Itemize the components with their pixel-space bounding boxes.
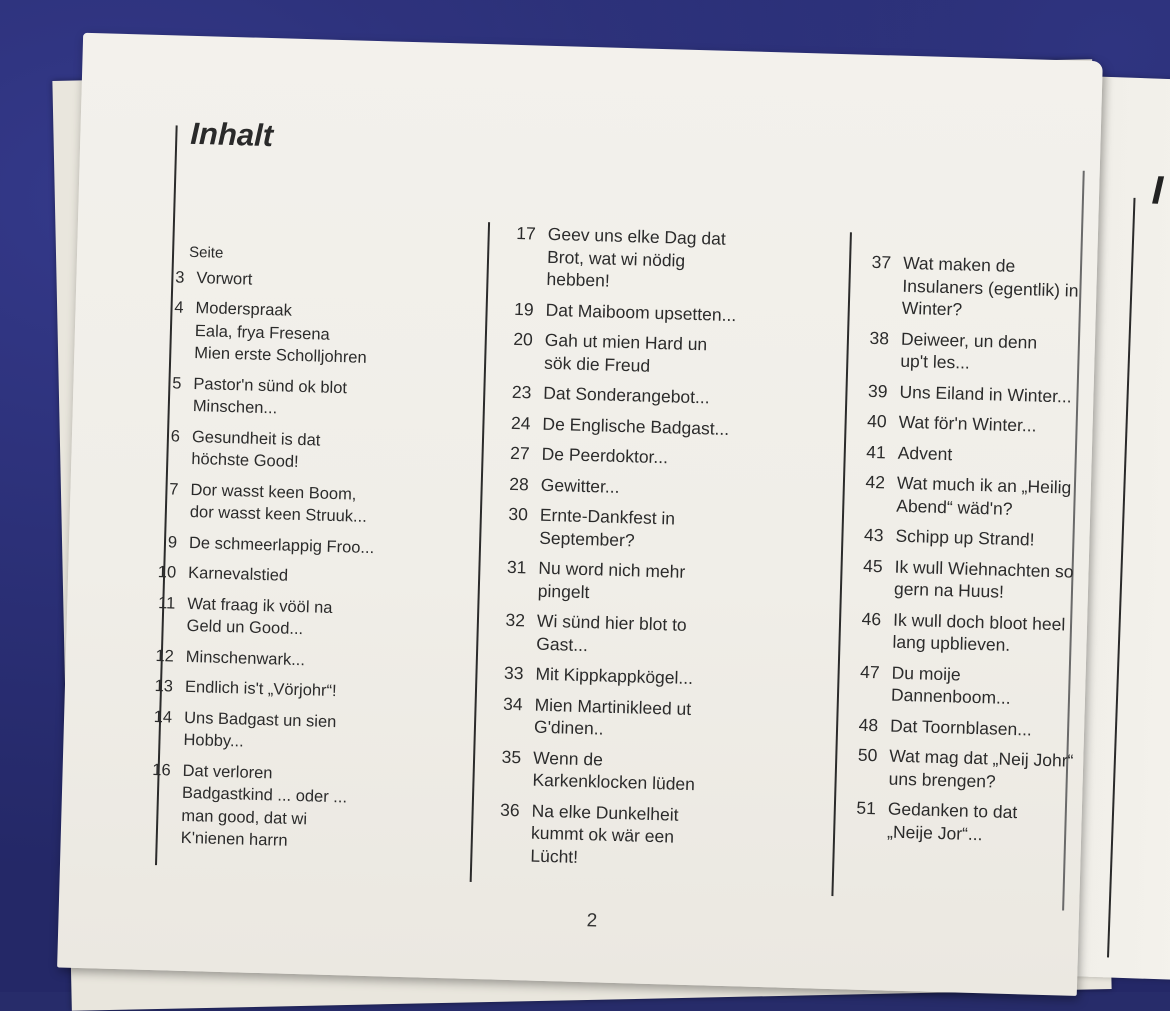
- toc-entry: [470, 797, 772, 873]
- toc-entry-page: 24: [510, 412, 531, 433]
- toc-entry-title: Dor wasst keen Boom, dor wasst keen Struuk...: [189, 480, 368, 526]
- toc-entry-page: 51: [856, 797, 877, 819]
- toc-entry-page: 42: [865, 471, 886, 493]
- toc-entry-page: 36: [499, 799, 520, 820]
- toc-entry: [128, 560, 429, 591]
- toc-entry: [836, 470, 1087, 522]
- toc-entry: [126, 644, 427, 675]
- toc-entry-page: 4: [174, 298, 184, 317]
- toc-entry-title: Dat Toornblasen...: [889, 715, 1033, 740]
- toc-entry-page: 5: [172, 373, 182, 393]
- toc-entry-page: 12: [155, 646, 175, 666]
- toc-entry-page: 47: [859, 661, 880, 682]
- toc-entry: [842, 250, 1094, 324]
- toc-entry-page: 35: [501, 746, 522, 767]
- toc-entry: [828, 743, 1079, 795]
- toc-entry: [838, 409, 1089, 438]
- toc-entry-page: 33: [503, 662, 524, 684]
- toc-entry-title: Ernte-Dankfest in September?: [539, 504, 676, 550]
- toc-entry-page: 9: [167, 532, 178, 552]
- toc-entry: [476, 608, 777, 661]
- toc-entry: [479, 502, 780, 555]
- toc-entry-title: Vorwort: [196, 268, 253, 289]
- toc-entry: [483, 380, 784, 411]
- toc-entry: [830, 712, 1081, 741]
- toc-column-1: [120, 240, 437, 864]
- toc-entry-title: Ik wull Wiehnachten so gern na Huus!: [893, 556, 1074, 602]
- page-title: Inhalt: [189, 115, 274, 154]
- toc-entry-title: Wat för'n Winter...: [898, 411, 1037, 436]
- toc-entry-page: 19: [513, 298, 534, 319]
- facing-page-rule: [1107, 198, 1136, 958]
- toc-entry-title: Dat Maiboom upsetten...: [545, 299, 737, 325]
- toc-entry: [130, 477, 431, 530]
- toc-entry-title: Dat Sonderangebot...: [543, 382, 710, 408]
- toc-entry-page: 16: [152, 760, 171, 780]
- toc-entry-title: Na elke Dunkelheit kummt ok wär een Lücht!: [530, 800, 679, 867]
- toc-entry-title: Deiweer, un denn up't les...: [900, 328, 1038, 373]
- toc-entry-title: Advent: [897, 442, 953, 464]
- toc-entry-page: 11: [157, 593, 176, 613]
- toc-entry-title: Dat verloren Badgastkind ... oder ... man good, dat wi K'nienen harrn: [180, 761, 348, 850]
- toc-entry-title: Minschenwark...: [185, 647, 306, 669]
- toc-entry-title: Ik wull doch bloot heel lang upblieven.: [892, 609, 1066, 655]
- toc-entry-title: Gedanken to dat „Neije Jor“...: [886, 798, 1018, 844]
- toc-entry: [134, 295, 436, 371]
- toc-entry-title: Mien Martinikleed ut G'dinen..: [533, 694, 692, 739]
- toc-entry-page: 31: [506, 556, 527, 578]
- toc-entry-page: 28: [509, 473, 530, 494]
- toc-entry-page: 23: [511, 381, 532, 403]
- toc-entry-page: 46: [861, 608, 882, 629]
- toc-entry-page: 48: [858, 714, 879, 735]
- toc-entry-page: 27: [509, 442, 530, 464]
- toc-entry-title: Schipp up Strand!: [895, 525, 1035, 550]
- toc-entry: [478, 555, 779, 608]
- toc-entry: [831, 659, 1082, 711]
- toc-entry-title: Wat much ik an „Heilig Abend“ wäd'n?: [896, 472, 1072, 519]
- toc-entry-title: Pastor'n sünd ok blot Minschen...: [192, 374, 348, 418]
- toc-entry-page: 40: [866, 410, 887, 432]
- toc-entry-page: 50: [857, 744, 878, 766]
- toc-entry-title: Nu word nich mehr pingelt: [537, 557, 686, 602]
- toc-entry: [832, 606, 1083, 658]
- toc-entry-title: Gewitter...: [540, 474, 620, 497]
- toc-column-3: [827, 250, 1094, 856]
- toc-entry: [472, 744, 773, 797]
- toc-entry-title: Wenn de Karkenklocken lüden: [532, 747, 696, 795]
- toc-entry-title: Moderspraak Eala, frya Fresena Mien erste Scholljohren: [194, 299, 367, 367]
- toc-entry-title: Gah ut mien Hard un sök die Freud: [543, 329, 708, 376]
- page-number: 2: [586, 910, 598, 932]
- toc-entry-page: 13: [154, 677, 174, 696]
- toc-entry-page: 20: [513, 328, 534, 350]
- toc-entry: [484, 327, 785, 380]
- toc-entry: [123, 705, 424, 758]
- toc-entry: [835, 523, 1086, 552]
- toc-column-2: [470, 221, 788, 881]
- toc-entry-page: 6: [170, 426, 181, 446]
- toc-entry-title: Wat fraag ik vööl na Geld un Good...: [186, 594, 333, 639]
- toc-entry-title: Wat mag dat „Neij Johr“ uns brengen?: [888, 745, 1074, 792]
- toc-entry: [834, 553, 1085, 605]
- toc-entry: [129, 530, 430, 561]
- toc-entry-page: 3: [174, 267, 185, 287]
- toc-entry-title: De Peerdoktor...: [541, 443, 669, 468]
- toc-entry: [486, 221, 788, 297]
- toc-entry-page: 7: [169, 479, 179, 499]
- toc-entry: [474, 691, 775, 744]
- toc-entry-title: Karnevalstied: [187, 563, 289, 585]
- toc-entry-page: 45: [862, 555, 883, 576]
- toc-entry: [120, 758, 422, 856]
- toc-entry-page: 34: [502, 693, 523, 714]
- toc-entry: [839, 379, 1090, 408]
- toc-entry: [133, 371, 434, 424]
- toc-entry-title: Uns Badgast un sien Hobby...: [183, 708, 337, 751]
- toc-entry-page: 10: [157, 563, 177, 582]
- toc-entry: [840, 326, 1091, 378]
- toc-entry: [126, 591, 427, 644]
- toc-entry-title: Du moije Dannenboom...: [890, 662, 1011, 708]
- toc-entry-title: De schmeerlappig Froo...: [188, 533, 375, 557]
- toc-entry-title: Geev uns elke Dag dat Brot, wat wi nödig hebben!: [546, 223, 727, 291]
- toc-entry-page: 32: [505, 609, 526, 631]
- toc-entry-page: 17: [516, 222, 537, 244]
- toc-entry: [838, 440, 1089, 469]
- toc-entry-title: Endlich is't „Vörjohr“!: [184, 677, 337, 701]
- toc-entry-title: Wat maken de Insulaners (egentlik) in Winter?: [901, 252, 1079, 320]
- toc-entry-page: 14: [153, 707, 173, 727]
- contents-page: [57, 33, 1103, 996]
- toc-entry-title: Mit Kippkappkögel...: [535, 663, 694, 689]
- toc-entry-title: Uns Eiland in Winter...: [899, 381, 1072, 407]
- toc-entry: [131, 424, 432, 477]
- toc-entry: [827, 796, 1078, 848]
- toc-entry-page: 39: [867, 380, 888, 401]
- toc-entry-title: De Englische Badgast...: [542, 413, 730, 439]
- toc-entry: [480, 472, 781, 503]
- toc-entry: [475, 661, 776, 692]
- toc-entry-page: 38: [869, 327, 890, 348]
- toc-entry: [125, 674, 426, 705]
- toc-entry: [482, 411, 783, 442]
- facing-page-letter-fragment: I: [1151, 168, 1164, 213]
- toc-entry-page: 43: [863, 524, 884, 546]
- toc-entry: [485, 297, 786, 328]
- toc-entry: [481, 441, 782, 472]
- toc-entry-title: Gesundheit is dat höchste Good!: [191, 427, 321, 471]
- toc-entry-page: 37: [871, 251, 892, 273]
- toc-entry-page: 41: [866, 441, 887, 462]
- toc-entry-page: 30: [508, 503, 529, 525]
- toc-entry-title: Wi sünd hier blot to Gast...: [536, 610, 687, 655]
- seite-label: Seite: [188, 243, 224, 262]
